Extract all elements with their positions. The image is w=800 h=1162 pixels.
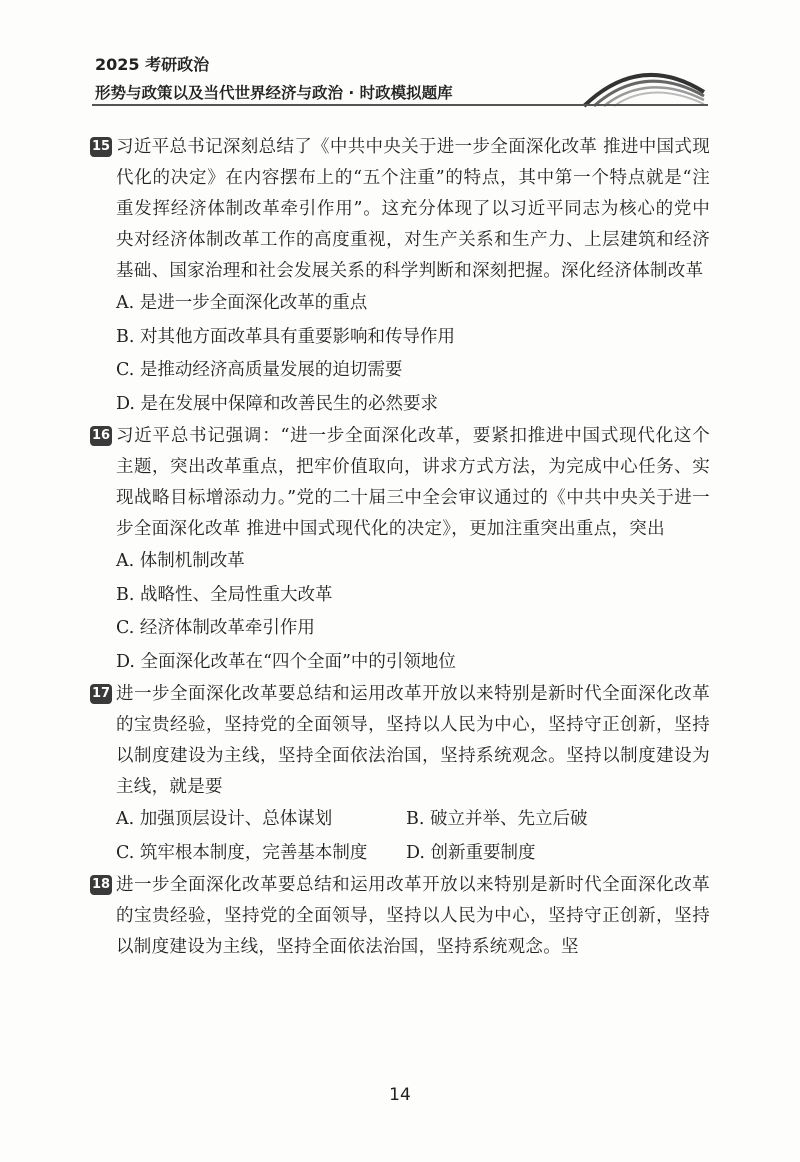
question-number-badge: 15 [90, 137, 112, 157]
option-c[interactable]: C. 经济体制改革牵引作用 [116, 618, 315, 638]
question-stem: 习近平总书记强调：“进一步全面深化改革，要紧扣推进中国式现代化这个主题，突出改革重点，把牢价值取向，讲求方式方法，为完成中心任务、实现战略目标增添动力。”党的二十届三中全会审议通过的《中共中央关于进一步全面深化改革 推进中国式现代化的决定》，更加注重突出重点，突出 [116, 426, 710, 539]
question-number-badge: 16 [90, 426, 112, 446]
question-17 [90, 679, 710, 870]
header-arc-decoration-icon [580, 58, 708, 108]
book-title-subtitle: 形势与政策以及当代世界经济与政治 · 时政模拟题库 [95, 84, 453, 102]
option-d[interactable]: D. 创新重要制度 [406, 842, 536, 863]
option-b[interactable]: B. 对其他方面改革具有重要影响和传导作用 [116, 326, 455, 347]
book-title-year: 2025 考研政治 [95, 55, 210, 74]
option-c[interactable]: C. 是推动经济高质量发展的迫切需要 [116, 360, 403, 380]
option-list [116, 545, 710, 679]
question-16 [90, 421, 710, 679]
question-list [90, 132, 710, 963]
page-header [0, 0, 800, 112]
option-d[interactable]: D. 全面深化改革在“四个全面”中的引领地位 [116, 651, 456, 672]
option-row [116, 837, 710, 871]
option-a[interactable]: A. 体制机制改革 [116, 551, 245, 571]
option-a[interactable]: A. 是进一步全面深化改革的重点 [116, 293, 368, 313]
option-d[interactable]: D. 是在发展中保障和改善民生的必然要求 [116, 393, 439, 414]
question-15 [90, 132, 710, 421]
option-b[interactable]: B. 破立并举、先立后破 [406, 809, 588, 829]
header-divider [92, 104, 708, 106]
option-c[interactable]: C. 筑牢根本制度，完善基本制度 [116, 842, 368, 863]
question-stem: 进一步全面深化改革要总结和运用改革开放以来特别是新时代全面深化改革的宝贵经验，坚持党的全面领导，坚持以人民为中心，坚持守正创新，坚持以制度建设为主线，坚持全面依法治国，坚持系统观念。坚 [116, 875, 710, 957]
question-number-badge: 18 [90, 875, 112, 895]
option-a[interactable]: A. 加强顶层设计、总体谋划 [116, 809, 333, 829]
page-number: 14 [389, 1085, 411, 1105]
option-b[interactable]: B. 战略性、全局性重大改革 [116, 584, 333, 605]
option-row [116, 803, 710, 837]
question-number-badge: 17 [90, 684, 112, 704]
question-18 [90, 870, 710, 963]
option-list [116, 287, 710, 421]
question-stem: 习近平总书记深刻总结了《中共中央关于进一步全面深化改革 推进中国式现代化的决定》在内容摆布上的“五个注重”的特点，其中第一个特点就是“注重发挥经济体制改革牵引作用”。这充分体现了以习近平同志为核心的党中央对经济体制改革工作的高度重视，对生产关系和生产力、上层建筑和经济基础、国家治理和社会发展关系的科学判断和深刻把握。深化经济体制改革 [116, 137, 710, 281]
question-stem: 进一步全面深化改革要总结和运用改革开放以来特别是新时代全面深化改革的宝贵经验，坚持党的全面领导，坚持以人民为中心，坚持守正创新，坚持以制度建设为主线，坚持全面依法治国，坚持系统观念。坚持以制度建设为主线，就是要 [116, 684, 710, 797]
